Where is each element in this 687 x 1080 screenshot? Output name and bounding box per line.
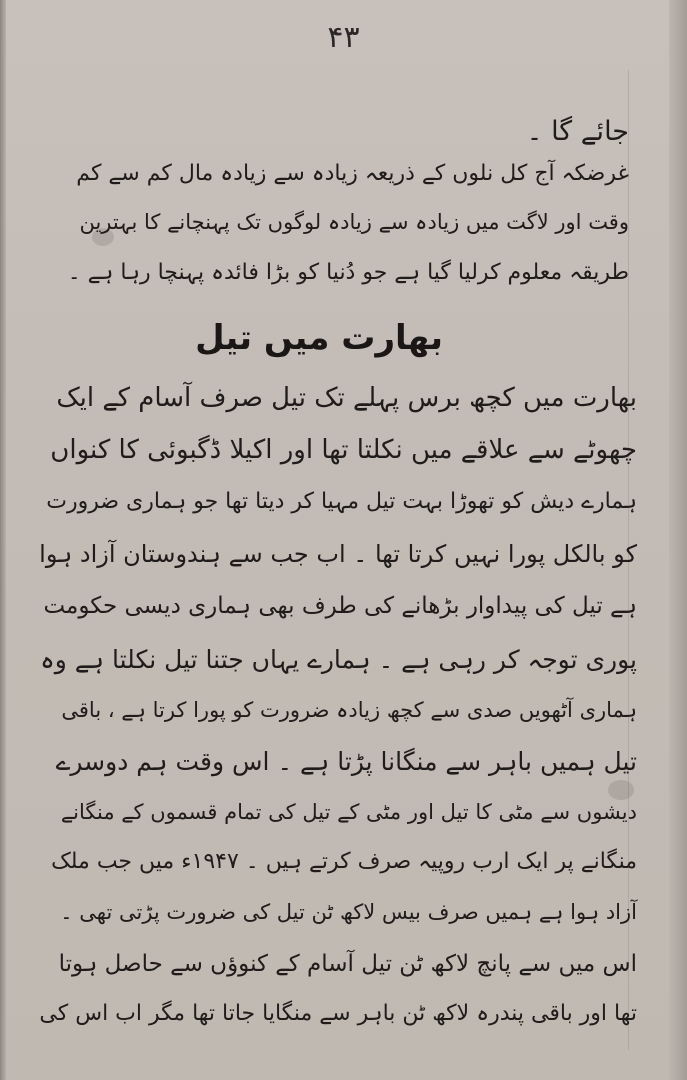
text-line: منگانے پر ایک ارب روپیہ صرف کرتے ہیں ۔ ۱۹۴۷ء میں جب ملک — [51, 849, 637, 874]
body-paragraph — [37, 378, 637, 1038]
text-line: جائے گا ۔ — [526, 116, 629, 147]
text-line: کو بالکل پورا نہیں کرتا تھا ۔ اب جب سے ہندوستان آزاد ہوا — [39, 540, 637, 568]
text-line: بھارت میں کچھ برس پہلے تک تیل صرف آسام کے ایک — [56, 383, 637, 413]
text-line: غرضکہ آج کل نلوں کے ذریعہ زیادہ سے زیادہ مال کم سے کم — [76, 161, 629, 186]
page-number: ۴۳ — [327, 20, 360, 55]
text-line: ہماری آٹھویں صدی سے کچھ زیادہ ضرورت کو پورا کرتا ہے ، باقی — [61, 698, 637, 722]
text-line: پوری توجہ کر رہی ہے ۔ ہمارے یہاں جتنا تیل نکلتا ہے وہ — [40, 645, 637, 674]
text-line: آزاد ہوا ہے ہمیں صرف بیس لاکھ ٹن تیل کی ضرورت پڑتی تھی ۔ — [60, 900, 637, 924]
page-left-edge — [0, 0, 6, 1080]
intro-paragraph — [59, 112, 629, 312]
text-line: اس میں سے پانچ لاکھ ٹن تیل آسام کے کنوؤں سے حاصل ہوتا — [58, 951, 637, 977]
page-right-edge — [669, 0, 687, 1080]
text-line: تھا اور باقی پندرہ لاکھ ٹن باہر سے منگایا جاتا تھا مگر اب اس کی — [39, 1001, 637, 1026]
text-line: دیشوں سے مٹی کا تیل اور مٹی کے تیل کی تمام قسموں کے منگانے — [60, 800, 637, 824]
section-heading: بھارت میں تیل — [195, 318, 443, 358]
text-line: وقت اور لاگت میں زیادہ سے زیادہ لوگوں تک پہنچانے کا بہترین — [79, 210, 629, 234]
text-line: ہے تیل کی پیداوار بڑھانے کی طرف بھی ہماری دیسی حکومت — [43, 593, 637, 619]
text-line: تیل ہمیں باہر سے منگانا پڑتا ہے ۔ اس وقت ہم دوسرے — [55, 747, 637, 776]
text-line: چھوٹے سے علاقے میں نکلتا تھا اور اکیلا ڈگبوئی کا کنواں — [50, 435, 637, 465]
text-line: ہمارے دیش کو تھوڑا بہت تیل مہیا کر دیتا تھا جو ہماری ضرورت — [46, 489, 637, 514]
text-line: طریقہ معلوم کرلیا گیا ہے جو دُنیا کو بڑا فائدہ پہنچا رہا ہے ۔ — [67, 260, 629, 285]
